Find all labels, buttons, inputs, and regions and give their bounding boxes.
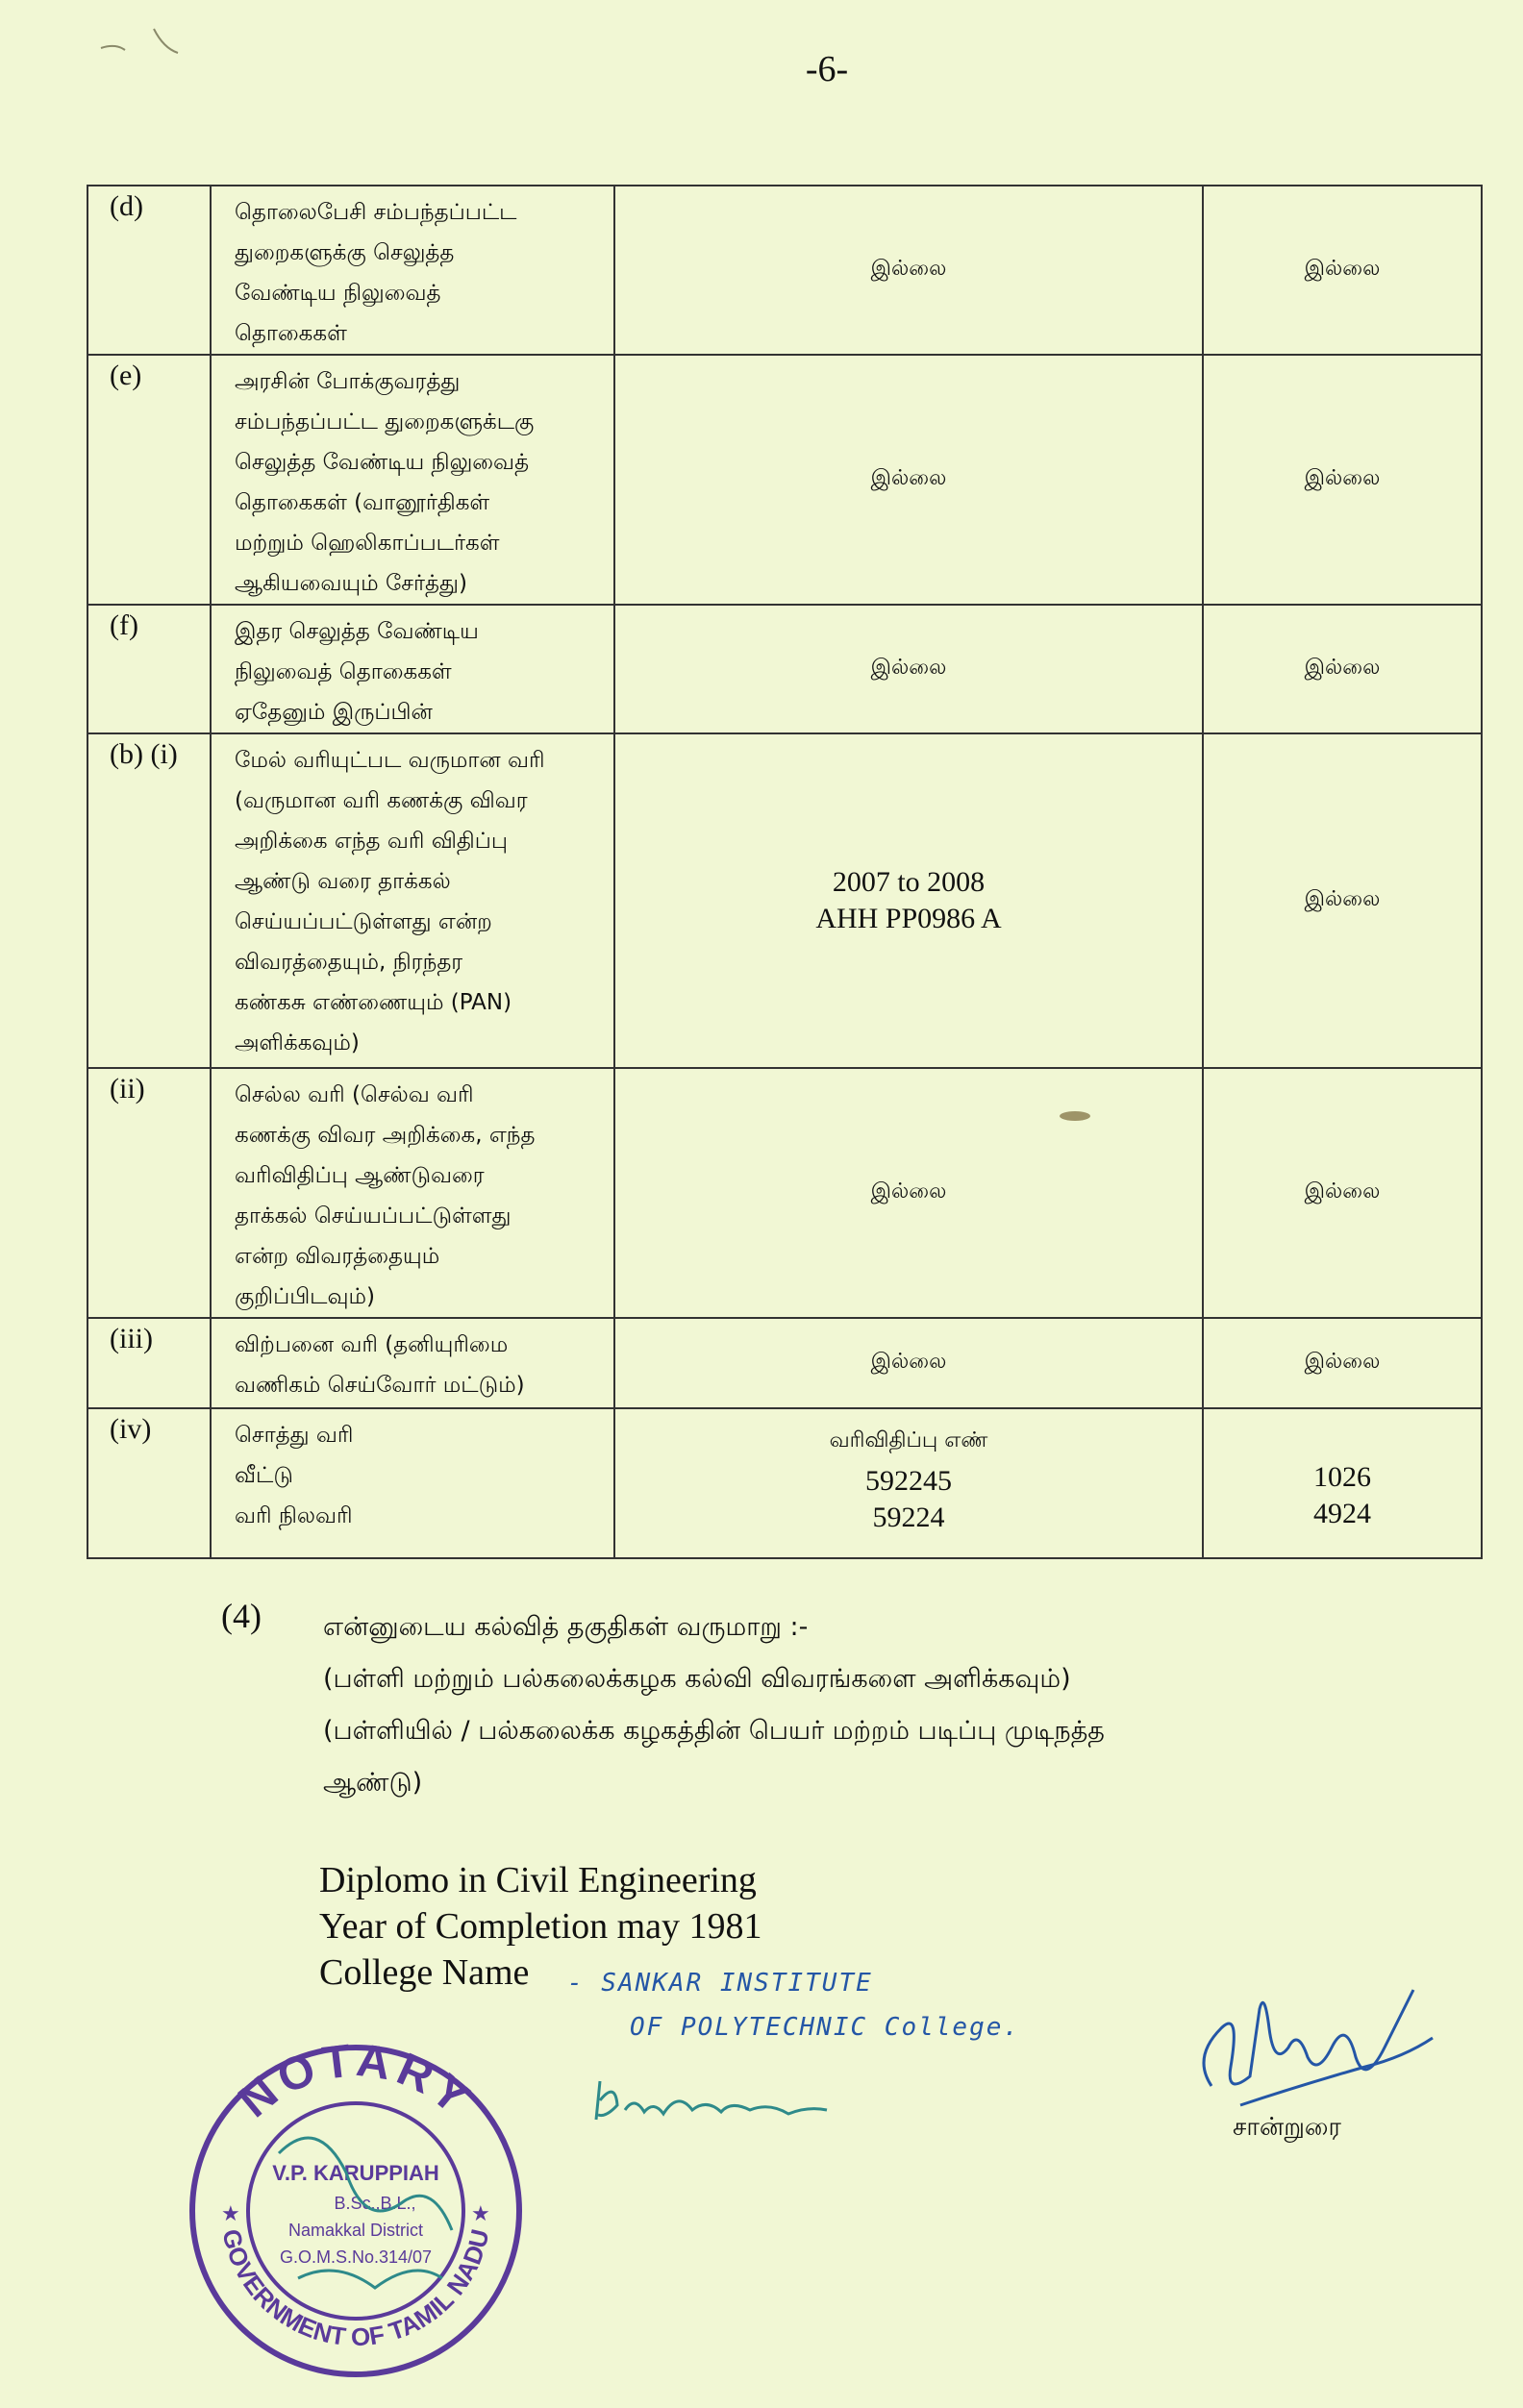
table-row — [87, 1068, 1482, 1318]
description-line: தொலைபேசி சம்பந்தப்பட்ட — [235, 200, 517, 225]
description-line: மற்றும் ஹெலிகாப்படர்கள் — [235, 531, 500, 556]
description-line: நிலுவைத் தொகைகள் — [235, 659, 452, 684]
dependent-value — [1203, 1408, 1482, 1558]
qualification: Diplomo in Civil Engineering — [319, 1860, 757, 1900]
description-line: தாக்கல் செய்யப்பட்டுள்ளது — [235, 1204, 512, 1229]
table-row — [87, 1408, 1482, 1558]
instruction-line: (பள்ளி மற்றும் பல்கலைக்கழக கல்வி விவரங்களை அளிக்கவும்) — [323, 1664, 1071, 1694]
row-label: (f) — [87, 605, 211, 733]
description-line: இதர செலுத்த வேண்டிய — [235, 619, 479, 644]
svg-text:GOVERNMENT OF TAMIL NADU: GOVERNMENT OF TAMIL NADU — [216, 2226, 495, 2352]
svg-text:G.O.M.S.No.314/07: G.O.M.S.No.314/07 — [279, 2247, 433, 2267]
self-value: இல்லை — [614, 1318, 1203, 1408]
description-line: வணிகம் செய்வோர் மட்டும்) — [235, 1373, 525, 1398]
row-label: (iv) — [87, 1408, 211, 1558]
description-line: துறைகளுக்கு செலுத்த — [235, 240, 455, 265]
description-line: வேண்டிய நிலுவைத் — [235, 281, 441, 306]
description-line: அறிக்கை எந்த வரி விதிப்பு — [235, 829, 508, 854]
description-line: சம்பந்தப்பட்ட துறைகளுக்டகு — [235, 410, 535, 434]
dependent-value: இல்லை — [1203, 186, 1482, 355]
table-row — [87, 1318, 1482, 1408]
description-line: தொகைகள் — [235, 321, 347, 346]
instruction-line: (பள்ளியில் / பல்கலைக்க கழகத்தின் பெயர் மற்றம் படிப்பு முடிநத்த — [323, 1716, 1105, 1746]
handwritten-college-name: OF POLYTECHNIC College. — [630, 2013, 1021, 2042]
notary-seal — [183, 2038, 529, 2384]
description-line: அரசின் போக்குவரத்து — [235, 369, 461, 394]
self-value: இல்லை — [614, 186, 1203, 355]
table-row — [87, 186, 1482, 355]
pan-number: AHH PP0986 A — [815, 903, 1002, 934]
description-line: கணக்கு விவர அறிக்கை, எந்த — [235, 1123, 536, 1148]
table-row — [87, 355, 1482, 605]
description-line: மேல் வரியுட்பட வருமான வரி — [235, 748, 545, 773]
signature-scribble — [587, 2072, 875, 2139]
description-line: ஆண்டு வரை தாக்கல் — [235, 869, 451, 894]
assets-liabilities-table — [87, 185, 1483, 1559]
description-line: வரி நிலவரி — [235, 1503, 353, 1528]
dependent-value: இல்லை — [1203, 355, 1482, 605]
description-line: வரிவிதிப்பு ஆண்டுவரை — [235, 1163, 485, 1188]
svg-text:B.Sc.,B.L.,: B.Sc.,B.L., — [334, 2194, 416, 2213]
ink-blot — [1056, 1107, 1094, 1125]
college-name-label: College Name — [319, 1952, 530, 1993]
row-label: (e) — [87, 355, 211, 605]
assessment-number: 59224 — [872, 1502, 945, 1533]
row-description — [211, 186, 614, 355]
dependent-value: இல்லை — [1203, 733, 1482, 1068]
table-row — [87, 605, 1482, 733]
tax-assessment-heading: வரிவிதிப்பு எண் — [829, 1428, 988, 1452]
description-line: அளிக்கவும்) — [235, 1030, 360, 1055]
scan-mark — [96, 19, 183, 58]
row-description — [211, 1318, 614, 1408]
completion-year: Year of Completion may 1981 — [319, 1906, 762, 1947]
row-description — [211, 355, 614, 605]
description-line: சொத்து வரி — [235, 1423, 354, 1448]
self-value: இல்லை — [614, 605, 1203, 733]
row-label: (iii) — [87, 1318, 211, 1408]
assessment-number: 1026 — [1313, 1461, 1371, 1493]
dependent-value: இல்லை — [1203, 1318, 1482, 1408]
signature — [1154, 1971, 1442, 2124]
self-value — [614, 733, 1203, 1068]
row-label: (d) — [87, 186, 211, 355]
dependent-value: இல்லை — [1203, 605, 1482, 733]
income-tax-years: 2007 to 2008 — [832, 866, 986, 898]
self-value: இல்லை — [614, 1068, 1203, 1318]
description-line: தொகைகள் (வானூர்திகள் — [235, 490, 490, 515]
row-description — [211, 733, 614, 1068]
dependent-value: இல்லை — [1203, 1068, 1482, 1318]
description-line: குறிப்பிடவும்) — [235, 1284, 375, 1309]
description-line: வீட்டு — [235, 1463, 293, 1488]
svg-text:V.P. KARUPPIAH: V.P. KARUPPIAH — [272, 2161, 439, 2185]
svg-text:Namakkal District: Namakkal District — [287, 2221, 424, 2240]
svg-text:★: ★ — [221, 2202, 240, 2226]
self-value: இல்லை — [614, 355, 1203, 605]
page-number: -6- — [805, 49, 849, 89]
assessment-number: 592245 — [865, 1465, 952, 1497]
svg-text:★: ★ — [471, 2202, 490, 2226]
instruction-line: என்னுடைய கல்வித் தகுதிகள் வருமாறு :- — [323, 1612, 809, 1642]
row-description — [211, 605, 614, 733]
description-line: விற்பனை வரி (தனியுரிமை — [235, 1332, 509, 1357]
row-description — [211, 1408, 614, 1558]
table-row — [87, 733, 1482, 1068]
assessment-number: 4924 — [1313, 1498, 1371, 1529]
description-line: செல்ல வரி (செல்வ வரி — [235, 1082, 474, 1107]
description-line: செலுத்த வேண்டிய நிலுவைத் — [235, 450, 530, 475]
section-number: (4) — [221, 1597, 262, 1635]
description-line: கண்கசு எண்ணையும் (PAN) — [235, 990, 512, 1015]
education-instructions — [323, 1601, 1390, 1809]
row-label: (ii) — [87, 1068, 211, 1318]
description-line: ஆகியவையும் சேர்த்து) — [235, 571, 467, 596]
instruction-line: ஆண்டு) — [323, 1768, 423, 1798]
description-line: (வருமான வரி கணக்கு விவர — [235, 788, 528, 813]
row-label: (b) (i) — [87, 733, 211, 1068]
description-line: ஏதேனும் இருப்பின் — [235, 700, 433, 725]
description-line: விவரத்தையும், நிரந்தர — [235, 950, 463, 975]
description-line: என்ற விவரத்தையும் — [235, 1244, 440, 1269]
handwritten-college-name: - SANKAR INSTITUTE — [567, 1969, 873, 1998]
description-line: செய்யப்பட்டுள்ளது என்ற — [235, 909, 492, 934]
witness-label: சான்றுரை — [1233, 2113, 1341, 2142]
svg-text:NOTARY: NOTARY — [229, 2038, 483, 2128]
self-value — [614, 1408, 1203, 1558]
row-description — [211, 1068, 614, 1318]
